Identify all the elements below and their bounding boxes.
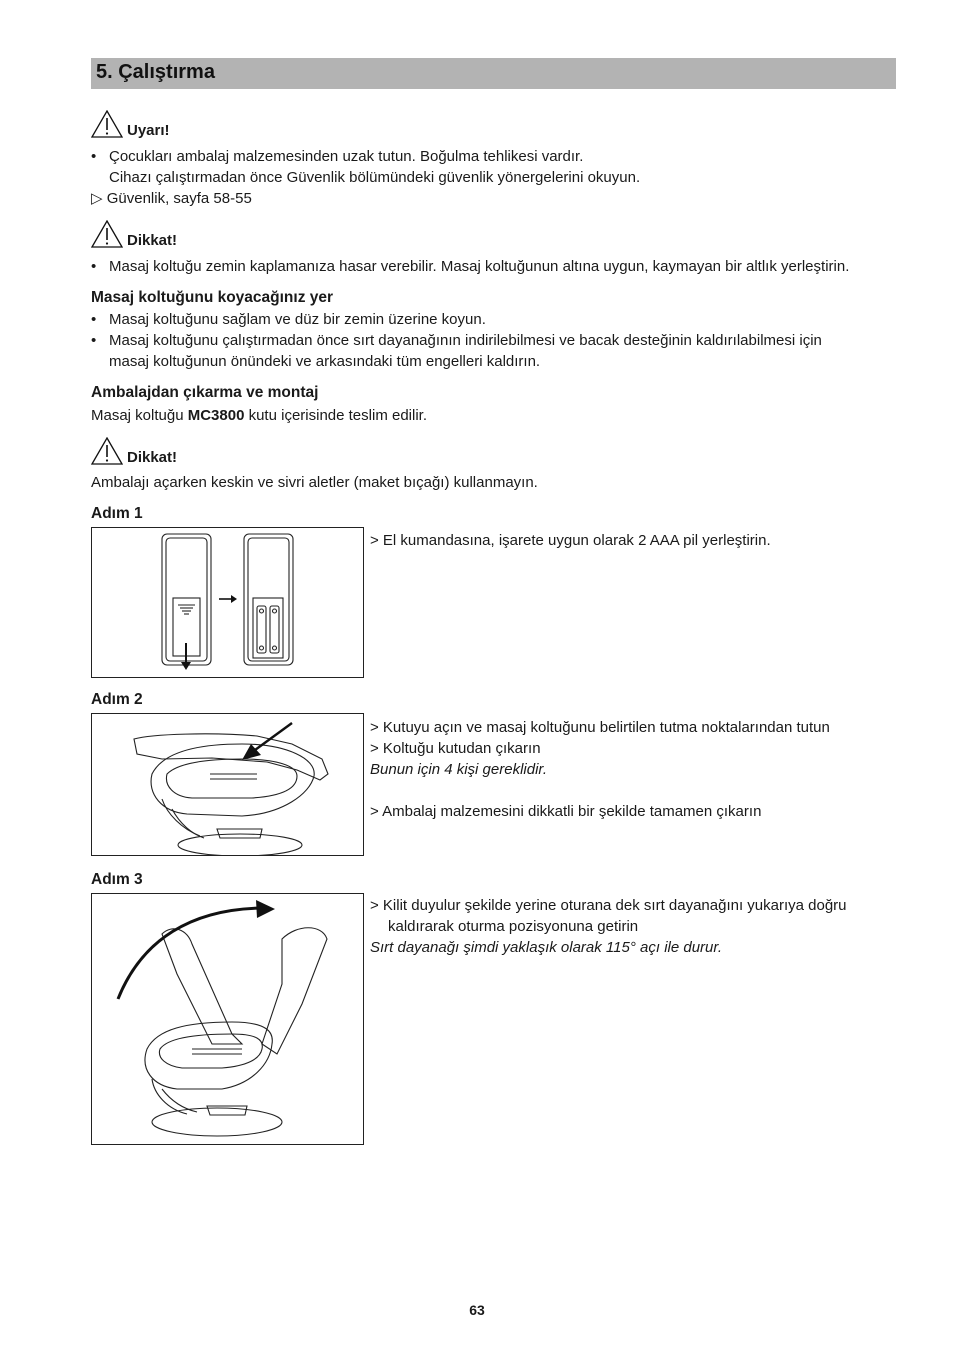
step-3-illustration: [91, 893, 364, 1145]
step-3-line-1: > Kilit duyulur şekilde yerine oturana dek sırt dayanağını yukarıya doğru: [370, 897, 847, 914]
step-2-line-2: > Koltuğu kutudan çıkarın: [370, 740, 541, 757]
step-2-line-1: > Kutuyu açın ve masaj koltuğunu belirtilen tutma noktalarından tutun: [370, 719, 830, 736]
warning-heading: [91, 110, 170, 138]
bullet-mark: •: [91, 311, 97, 328]
step-1-label: Adım 1: [91, 505, 143, 522]
chair-backrest-raise-icon: [92, 894, 363, 1144]
bullet-mark: •: [91, 332, 97, 349]
unpacking-text-after: kutu içerisinde teslim edilir.: [244, 407, 427, 424]
step-2-label: Adım 2: [91, 691, 143, 708]
caution-heading-2: [91, 437, 177, 465]
warning-triangle-icon: [91, 437, 123, 465]
step-1-instruction: > El kumandasına, işarete uygun olarak 2 AAA pil yerleştirin.: [370, 532, 771, 549]
bullet-mark: •: [91, 258, 97, 275]
bullet-mark: •: [91, 148, 97, 165]
caution-bullet: [91, 256, 849, 277]
caution-label-2: Dikkat!: [127, 449, 178, 466]
placement-item-2-line1: Masaj koltuğunu çalıştırmadan önce sırt dayanağının indirilebilmesi ve bacak desteğinin kaldırılabilmesi için: [109, 332, 822, 349]
caution-text-2: Ambalajı açarken keskin ve sivri aletler (maket bıçağı) kullanmayın.: [91, 474, 538, 491]
safety-reference-link[interactable]: Güvenlik, sayfa 58-55: [106, 190, 252, 207]
step-2-spacer: [370, 780, 830, 801]
warning-bullet: [91, 146, 640, 209]
step-3-line-2: kaldırarak oturma pozisyonuna getirin: [388, 918, 639, 935]
remote-battery-icon: [92, 528, 363, 677]
chair-lift-icon: [92, 714, 363, 855]
step-3-note: Sırt dayanağı şimdi yaklaşık olarak 115° açı ile durur.: [370, 939, 722, 956]
caution-heading: [91, 220, 177, 248]
placement-item-2-line2: masaj koltuğunun önündeki ve arkasındaki tüm engelleri kaldırın.: [109, 353, 541, 370]
warning-text-line2: Cihazı çalıştırmadan önce Güvenlik bölümündeki güvenlik yönergelerini okuyun.: [109, 169, 641, 186]
placement-heading: Masaj koltuğunu koyacağınız yer: [91, 289, 334, 306]
placement-list: [91, 309, 822, 372]
step-2-instructions: [370, 717, 830, 822]
section-title: 5. Çalıştırma: [96, 61, 215, 83]
warning-label: Uyarı!: [127, 122, 170, 139]
reference-arrow-icon: ▷: [91, 190, 103, 207]
step-3-label: Adım 3: [91, 871, 143, 888]
unpacking-text: [91, 405, 427, 426]
caution-text: Masaj koltuğu zemin kaplamanıza hasar verebilir. Masaj koltuğunun altına uygun, kaymayan bir altlık yerleştirin.: [109, 258, 850, 275]
step-1-illustration: [91, 527, 364, 678]
step-2-illustration: [91, 713, 364, 856]
section-header-bar: [91, 58, 896, 89]
placement-item-1: Masaj koltuğunu sağlam ve düz bir zemin üzerine koyun.: [109, 311, 486, 328]
safety-reference: [91, 188, 640, 209]
unpacking-text-before: Masaj koltuğu: [91, 407, 188, 424]
step-2-note: Bunun için 4 kişi gereklidir.: [370, 761, 548, 778]
warning-triangle-icon: [91, 220, 123, 248]
unpacking-heading: Ambalajdan çıkarma ve montaj: [91, 384, 319, 401]
warning-triangle-icon: [91, 110, 123, 138]
caution-label: Dikkat!: [127, 232, 178, 249]
step-2-line-3: > Ambalaj malzemesini dikkatli bir şekilde tamamen çıkarın: [370, 803, 762, 820]
page-number: 63: [469, 1302, 485, 1318]
warning-text-line1: Çocukları ambalaj malzemesinden uzak tutun. Boğulma tehlikesi vardır.: [109, 148, 584, 165]
step-3-instructions: [370, 895, 847, 958]
model-number: MC3800: [187, 407, 245, 424]
